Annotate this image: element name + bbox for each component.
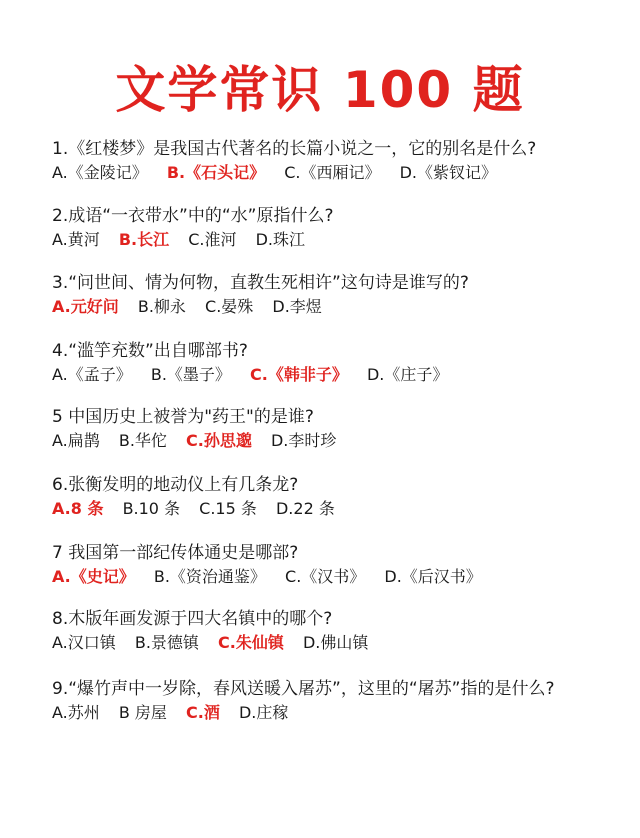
question-3 xyxy=(52,272,612,318)
options-row xyxy=(52,632,612,654)
options-row xyxy=(52,566,612,588)
question-text: 6.张衡发明的地动仪上有几条龙? xyxy=(52,475,299,495)
option-d: D.庄稼 xyxy=(238,703,289,722)
option-d: D.《庄子》 xyxy=(366,365,449,384)
question-text: 7 我国第一部纪传体通史是哪部? xyxy=(52,543,299,563)
option-c: C.15 条 xyxy=(199,499,257,518)
question-1 xyxy=(52,138,612,184)
option-a-correct: A.8 条 xyxy=(52,499,104,518)
option-d: D.《紫钗记》 xyxy=(399,163,498,182)
option-a-correct: A.元好问 xyxy=(52,297,119,316)
option-a: A.《金陵记》 xyxy=(52,163,148,182)
question-4 xyxy=(52,340,612,386)
options-row xyxy=(52,296,612,318)
option-b: B.柳永 xyxy=(137,297,186,316)
question-text: 4.“滥竽充数”出自哪部书? xyxy=(52,341,248,361)
question-text: 2.成语“一衣带水”中的“水”原指什么? xyxy=(52,206,334,226)
question-text: 9.“爆竹声中一岁除，春风送暖入屠苏”，这里的“屠苏”指的是什么? xyxy=(52,679,555,699)
options-row xyxy=(52,229,612,251)
option-c-correct: C.孙思邈 xyxy=(186,431,252,450)
option-a: A.黄河 xyxy=(52,230,100,249)
question-2 xyxy=(52,205,612,251)
option-d: D.李时珍 xyxy=(270,431,337,450)
option-d: D.李煜 xyxy=(272,297,322,316)
options-row xyxy=(52,498,612,520)
option-a: A.汉口镇 xyxy=(52,633,116,652)
question-text: 5 中国历史上被誉为"药王"的是谁? xyxy=(52,407,314,427)
option-c-correct: C.酒 xyxy=(186,703,220,722)
option-b: B.景德镇 xyxy=(134,633,199,652)
option-b-correct: B.《石头记》 xyxy=(166,163,266,182)
options-row xyxy=(52,702,592,724)
option-b: B.《资治通鉴》 xyxy=(153,567,266,586)
options-row xyxy=(52,162,612,184)
option-a: A.苏州 xyxy=(52,703,100,722)
option-a-correct: A.《史记》 xyxy=(52,567,135,586)
page-title: 文学常识 100 题 xyxy=(115,61,525,119)
option-c: C.《汉书》 xyxy=(285,567,366,586)
question-9 xyxy=(52,678,592,724)
option-b: B.10 条 xyxy=(122,499,181,518)
option-d: D.22 条 xyxy=(275,499,335,518)
option-b-correct: B.长江 xyxy=(118,230,170,249)
option-c: C.淮河 xyxy=(188,230,237,249)
option-c-correct: C.《韩非子》 xyxy=(250,365,348,384)
option-b: B 房屋 xyxy=(118,703,167,722)
option-b: B.华佗 xyxy=(118,431,167,450)
question-text: 3.“问世间、情为何物，直教生死相许”这句诗是谁写的? xyxy=(52,273,469,293)
question-5 xyxy=(52,406,612,452)
options-row xyxy=(52,430,612,452)
option-a: A.《孟子》 xyxy=(52,365,132,384)
option-d: D.珠江 xyxy=(255,230,306,249)
option-d: D.佛山镇 xyxy=(302,633,369,652)
option-d: D.《后汉书》 xyxy=(384,567,482,586)
option-c-correct: C.朱仙镇 xyxy=(218,633,284,652)
question-8 xyxy=(52,608,612,654)
option-c: C.《西厢记》 xyxy=(284,163,381,182)
options-row xyxy=(52,364,612,386)
option-c: C.晏殊 xyxy=(205,297,254,316)
question-6 xyxy=(52,474,612,520)
question-text: 8.木版年画发源于四大名镇中的哪个? xyxy=(52,609,333,629)
option-a: A.扁鹊 xyxy=(52,431,100,450)
question-7 xyxy=(52,542,612,588)
option-b: B.《墨子》 xyxy=(150,365,231,384)
question-text: 1.《红楼梦》是我国古代著名的长篇小说之一，它的别名是什么? xyxy=(52,139,537,159)
